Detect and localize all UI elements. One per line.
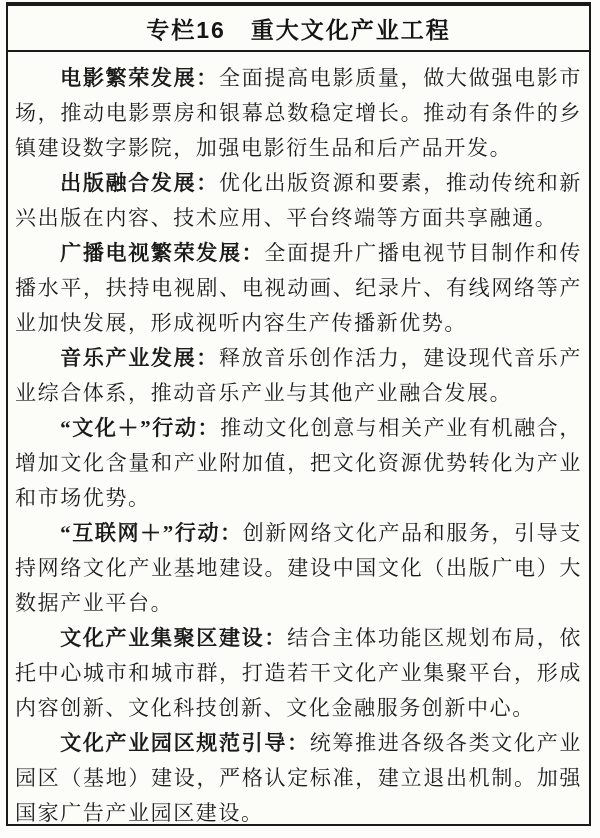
paragraph-text: 优化出版资源和要素，推动传统和新兴出版在内容、技术应用、平台终端等方面共享融通。 <box>15 171 582 230</box>
paragraph-lead: 出版融合发展： <box>60 171 219 195</box>
policy-panel <box>6 2 591 826</box>
policy-paragraph <box>15 621 582 726</box>
policy-paragraph <box>15 341 582 411</box>
policy-paragraph <box>15 236 582 341</box>
paragraph-text: 推动文化创意与相关产业有机融合，增加文化含量和产业附加值，把文化资源优势转化为产业和市场优势。 <box>15 416 582 510</box>
paragraph-text: 全面提升广播电视节目制作和传播水平，扶持电视剧、电视动画、纪录片、有线网络等产业加快发展，形成视听内容生产传播新优势。 <box>15 241 582 335</box>
paragraph-lead: 文化产业集聚区建设： <box>60 626 288 650</box>
paragraph-text: 释放音乐创作活力，建设现代音乐产业综合体系，推动音乐产业与其他产业融合发展。 <box>15 346 582 405</box>
paragraph-lead: 音乐产业发展： <box>60 346 219 370</box>
policy-paragraph <box>15 411 582 516</box>
paragraph-lead: 电影繁荣发展： <box>60 66 219 90</box>
paragraph-lead: “互联网＋”行动： <box>60 521 243 545</box>
paragraph-text: 全面提高电影质量，做大做强电影市场，推动电影票房和银幕总数稳定增长。推动有条件的乡镇建设数字影院，加强电影衍生品和后产品开发。 <box>15 66 582 160</box>
paragraph-text: 创新网络文化产品和服务，引导支持网络文化产业基地建设。建设中国文化（出版广电）大数据产业平台。 <box>15 521 582 615</box>
policy-paragraph <box>15 726 582 831</box>
policy-paragraph <box>15 516 582 621</box>
paragraph-lead: 广播电视繁荣发展： <box>60 241 265 265</box>
policy-paragraph <box>15 166 582 236</box>
panel-title: 专栏16 重大文化产业工程 <box>8 6 589 52</box>
paragraph-lead: “文化＋”行动： <box>60 416 221 440</box>
paragraph-text: 结合主体功能区规划布局，依托中心城市和城市群，打造若干文化产业集聚平台，形成内容创新、文化科技创新、文化金融服务创新中心。 <box>15 626 582 720</box>
panel-body <box>8 52 589 831</box>
paragraph-lead: 文化产业园区规范引导： <box>60 731 310 755</box>
paragraph-text: 统筹推进各级各类文化产业园区（基地）建设，严格认定标准，建立退出机制。加强国家广告产业园区建设。 <box>15 731 582 825</box>
policy-paragraph <box>15 61 582 166</box>
